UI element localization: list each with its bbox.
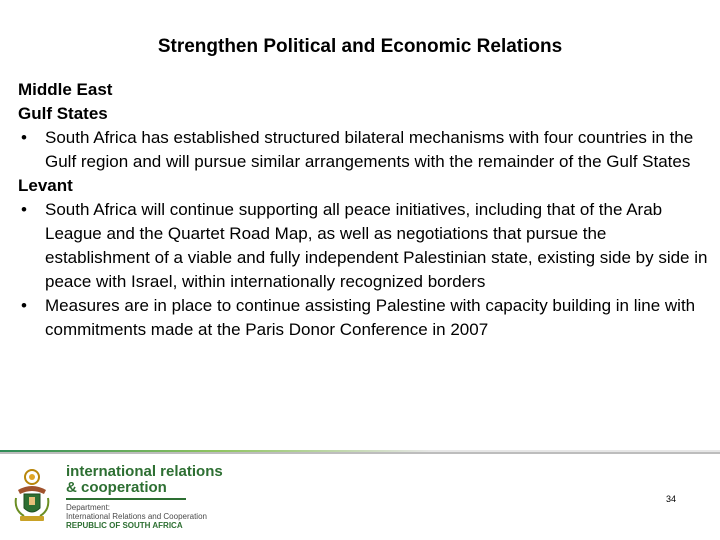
slide-content	[18, 78, 708, 342]
bullet-dot: •	[21, 128, 27, 147]
logo-rule	[66, 498, 186, 500]
bullet-text: South Africa has established structured bilateral mechanisms with four countries in the Gulf region and will pursue similar arrangements with the remainder of the Gulf States	[45, 128, 694, 171]
bullet-text: Measures are in place to continue assisting Palestine with capacity building in line with commitments made at the Paris Donor Conference in 2007	[45, 296, 696, 339]
department-name: International Relations and Cooperation	[66, 512, 207, 521]
bullet-item	[18, 294, 708, 342]
logo-line-2: & cooperation	[66, 479, 167, 496]
section-heading-levant: Levant	[18, 176, 73, 195]
bullet-text: South Africa will continue supporting all peace initiatives, including that of the Arab League and the Quartet Road Map, as well as negotiations that pursue the establishment of a viable and fully independent Palestinian state, existing side by side in peace with Israel, within internationally recognized borders	[45, 200, 708, 291]
logo-line-1: international relations	[66, 463, 223, 480]
bullet-dot: •	[21, 200, 27, 219]
department-logo	[66, 464, 223, 531]
bullet-dot: •	[21, 296, 27, 315]
country-name: REPUBLIC OF SOUTH AFRICA	[66, 521, 183, 530]
department-label: Department:	[66, 503, 111, 512]
section-heading-gulf-states: Gulf States	[18, 104, 108, 123]
bullet-item	[18, 126, 708, 174]
coat-of-arms-icon	[12, 468, 52, 524]
slide-title: Strengthen Political and Economic Relations	[157, 36, 563, 57]
bullet-item	[18, 198, 708, 294]
slide-footer	[0, 454, 720, 540]
section-heading-middle-east: Middle East	[18, 80, 113, 99]
page-number: 34	[666, 494, 677, 504]
